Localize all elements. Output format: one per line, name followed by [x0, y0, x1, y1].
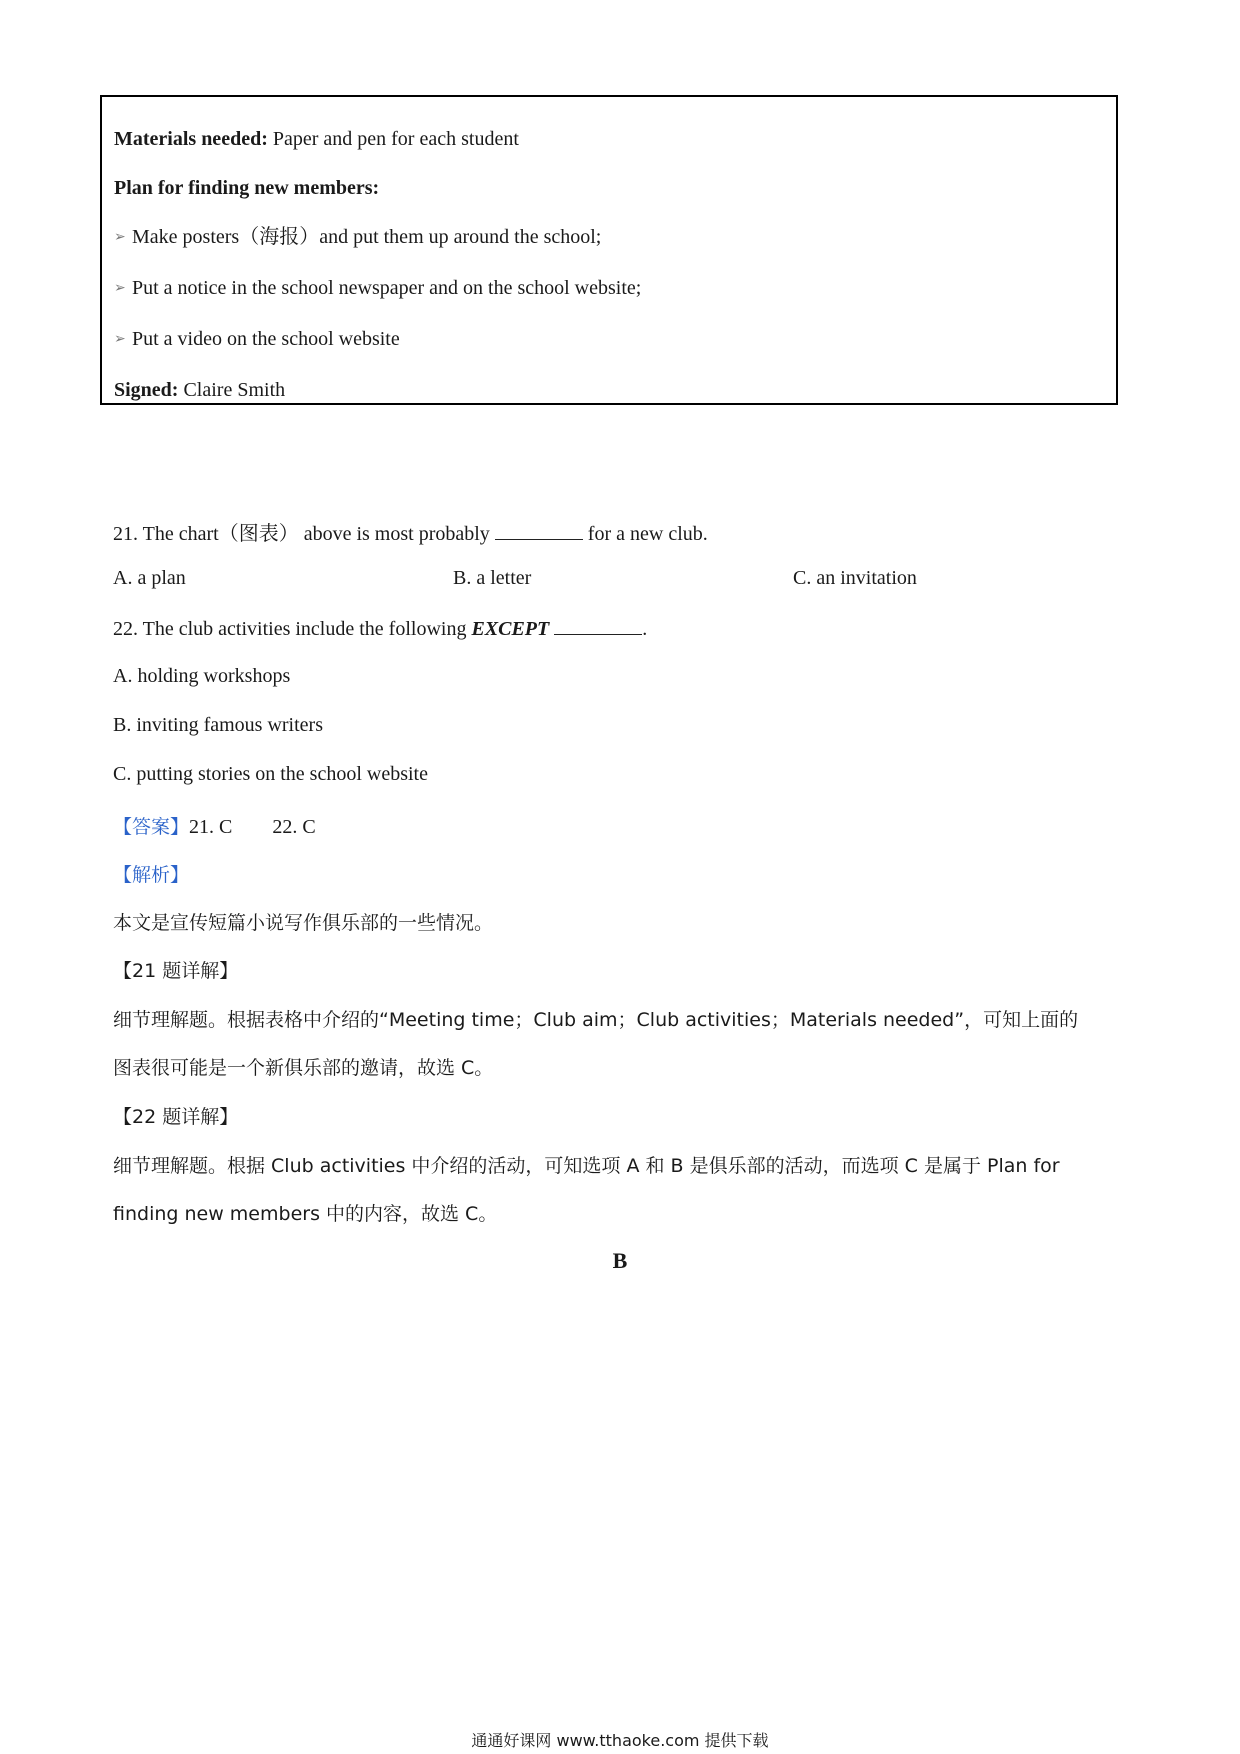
q21-detail-heading: 【21 题详解】	[113, 960, 239, 982]
except-emphasis: EXCEPT	[471, 618, 550, 640]
answer-blank	[554, 616, 642, 635]
materials-line	[114, 115, 1104, 164]
signed-label: Signed:	[114, 379, 179, 401]
q22-option-a: A. holding workshops	[113, 665, 291, 687]
bullet-item	[114, 315, 1104, 366]
q21-detail-line: 细节理解题。根据表格中介绍的“Meeting time；Club aim；Club activities；Materials needed”，可知上面的	[113, 1009, 1079, 1031]
bullet-text: Put a notice in the school newspaper and on the school website;	[132, 277, 642, 299]
bullet-text: Make posters（海报）and put them up around the school;	[132, 226, 602, 248]
signed-line	[114, 366, 1104, 415]
q21-detail-line: 图表很可能是一个新俱乐部的邀请，故选 C。	[113, 1057, 494, 1079]
question-21-stem: 21. The chart（图表） above is most probably for a new club.	[113, 523, 708, 545]
materials-text: Paper and pen for each student	[267, 128, 519, 150]
signed-text: Claire Smith	[178, 379, 286, 401]
q22-detail-line: finding new members 中的内容，故选 C。	[113, 1203, 498, 1225]
q22-detail-heading: 【22 题详解】	[113, 1106, 239, 1128]
q22-detail-line: 细节理解题。根据 Club activities 中介绍的活动，可知选项 A 和 B 是俱乐部的活动，而选项 C 是属于 Plan for	[113, 1155, 1060, 1177]
q21-option-c: C. an invitation	[793, 567, 917, 589]
info-box	[100, 95, 1118, 405]
bullet-item	[114, 213, 1104, 264]
bullet-item	[114, 264, 1104, 315]
answer-text: 21. C 22. C	[189, 816, 316, 838]
answer-line	[113, 812, 316, 839]
q22-option-c: C. putting stories on the school website	[113, 763, 428, 785]
q21-option-a: A. a plan	[113, 567, 186, 589]
page-footer: 通通好课网 www.tthaoke.com 提供下载	[471, 1731, 769, 1750]
answer-blank	[495, 521, 583, 540]
plan-heading: Plan for finding new members:	[114, 177, 380, 199]
analysis-label: 【解析】	[113, 864, 190, 886]
arrow-bullet-icon: ➢	[114, 230, 126, 245]
answer-label: 【答案】	[113, 816, 190, 838]
section-label: B	[612, 1248, 628, 1273]
bullet-text: Put a video on the school website	[132, 328, 400, 350]
q22-option-b: B. inviting famous writers	[113, 714, 323, 736]
arrow-bullet-icon: ➢	[114, 332, 126, 347]
materials-label: Materials needed:	[114, 128, 268, 150]
arrow-bullet-icon: ➢	[114, 281, 126, 296]
q21-option-b: B. a letter	[453, 567, 532, 589]
question-22-stem: 22. The club activities include the following EXCEPT .	[113, 618, 648, 640]
analysis-summary: 本文是宣传短篇小说写作俱乐部的一些情况。	[113, 912, 494, 934]
